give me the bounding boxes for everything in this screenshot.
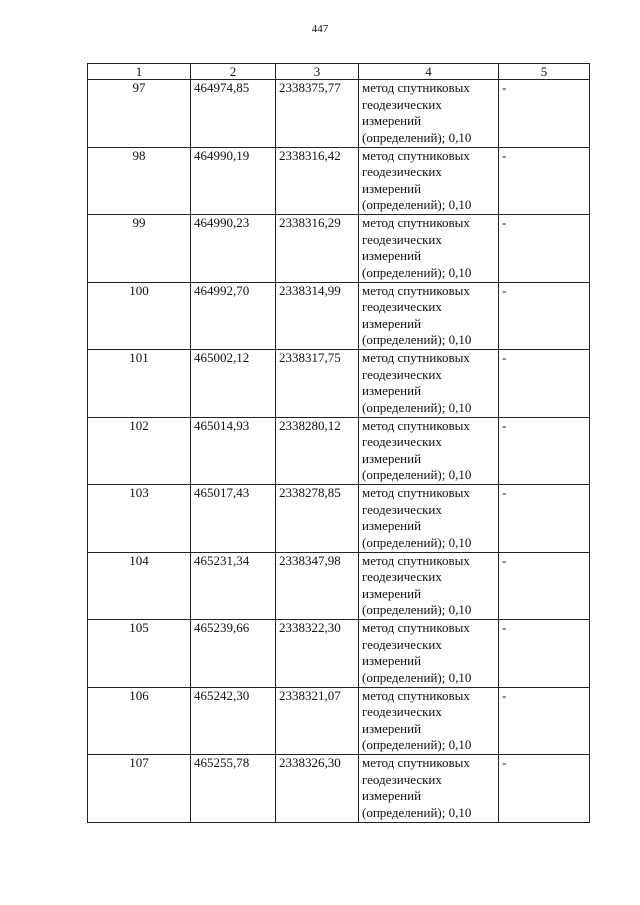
method-line: измерений (362, 788, 422, 804)
x-coordinate-cell: 464992,70 (191, 282, 276, 350)
table-body (88, 80, 590, 823)
method-cell (359, 147, 499, 215)
method-line: измерений (362, 383, 422, 399)
x-coordinate-cell: 465014,93 (191, 417, 276, 485)
table-row (88, 215, 590, 283)
header-col-1: 1 (88, 64, 191, 80)
method-line: геодезических (362, 501, 442, 517)
point-number-cell: 104 (88, 552, 191, 620)
header-col-5: 5 (499, 64, 590, 80)
point-number-cell: 100 (88, 282, 191, 350)
method-line: метод спутниковых (362, 485, 470, 500)
y-coordinate-cell: 2338326,30 (276, 755, 359, 823)
header-row (88, 64, 590, 80)
method-line: (определений); 0,10 (362, 467, 472, 483)
x-coordinate-cell: 465017,43 (191, 485, 276, 553)
note-cell: - (499, 687, 590, 755)
table-row (88, 485, 590, 553)
method-line: метод спутниковых (362, 417, 470, 433)
x-coordinate-cell: 465255,78 (191, 755, 276, 823)
method-line: (определений); 0,10 (362, 737, 472, 753)
y-coordinate-cell: 2338314,99 (276, 282, 359, 350)
method-cell (359, 552, 499, 620)
method-cell (359, 485, 499, 553)
x-coordinate-cell: 465002,12 (191, 350, 276, 418)
y-coordinate-cell: 2338321,07 (276, 687, 359, 755)
method-line: измерений (362, 720, 422, 736)
method-line: метод спутниковых (362, 147, 470, 163)
x-coordinate-cell: 465242,30 (191, 687, 276, 755)
method-line: (определений); 0,10 (362, 197, 472, 213)
header-col-2: 2 (191, 64, 276, 80)
method-line: измерений (362, 315, 422, 331)
method-cell (359, 687, 499, 755)
page-number: 447 (311, 23, 329, 35)
table-row (88, 282, 590, 350)
method-line: метод спутниковых (362, 350, 470, 365)
x-coordinate-cell: 464990,23 (191, 215, 276, 283)
method-line: геодезических (362, 636, 442, 652)
method-line: (определений); 0,10 (362, 399, 472, 415)
y-coordinate-cell: 2338322,30 (276, 620, 359, 688)
point-number-cell: 102 (88, 417, 191, 485)
y-coordinate-cell: 2338375,77 (276, 80, 359, 148)
method-line: измерений (362, 653, 422, 669)
method-cell (359, 282, 499, 350)
x-coordinate-cell: 465231,34 (191, 552, 276, 620)
note-cell: - (499, 215, 590, 283)
note-cell: - (499, 620, 590, 688)
x-coordinate-cell: 464974,85 (191, 80, 276, 148)
method-line: метод спутниковых (362, 687, 470, 703)
note-cell: - (499, 755, 590, 823)
method-cell (359, 755, 499, 823)
method-line: геодезических (362, 366, 442, 382)
coordinates-table (87, 63, 590, 823)
method-line: измерений (362, 585, 422, 601)
note-cell: - (499, 80, 590, 148)
x-coordinate-cell: 465239,66 (191, 620, 276, 688)
table-row (88, 147, 590, 215)
method-line: (определений); 0,10 (362, 602, 472, 618)
method-line: геодезических (362, 704, 442, 720)
method-line: метод спутниковых (362, 552, 470, 568)
point-number-cell: 106 (88, 687, 191, 755)
method-line: геодезических (362, 434, 442, 450)
note-cell: - (499, 417, 590, 485)
note-cell: - (499, 147, 590, 215)
note-cell: - (499, 552, 590, 620)
table-row (88, 417, 590, 485)
method-line: измерений (362, 180, 422, 196)
method-line: измерений (362, 518, 422, 534)
method-line: геодезических (362, 771, 442, 787)
point-number-cell: 99 (88, 215, 191, 283)
method-line: метод спутниковых (362, 215, 470, 230)
note-cell: - (499, 485, 590, 553)
table-row (88, 552, 590, 620)
table-row (88, 620, 590, 688)
method-line: (определений); 0,10 (362, 332, 472, 348)
method-line: геодезических (362, 164, 442, 180)
method-line: метод спутниковых (362, 620, 470, 635)
note-cell: - (499, 282, 590, 350)
method-line: (определений); 0,10 (362, 534, 472, 550)
header-col-3: 3 (276, 64, 359, 80)
method-line: геодезических (362, 96, 442, 112)
method-line: (определений); 0,10 (362, 264, 472, 280)
y-coordinate-cell: 2338280,12 (276, 417, 359, 485)
y-coordinate-cell: 2338347,98 (276, 552, 359, 620)
method-line: геодезических (362, 231, 442, 247)
point-number-cell: 107 (88, 755, 191, 823)
method-line: метод спутниковых (362, 80, 470, 95)
method-cell (359, 215, 499, 283)
method-cell (359, 350, 499, 418)
method-line: геодезических (362, 569, 442, 585)
point-number-cell: 103 (88, 485, 191, 553)
table-row (88, 80, 590, 148)
method-line: геодезических (362, 299, 442, 315)
y-coordinate-cell: 2338316,42 (276, 147, 359, 215)
y-coordinate-cell: 2338317,75 (276, 350, 359, 418)
method-line: измерений (362, 450, 422, 466)
y-coordinate-cell: 2338316,29 (276, 215, 359, 283)
note-cell: - (499, 350, 590, 418)
point-number-cell: 105 (88, 620, 191, 688)
method-line: (определений); 0,10 (362, 669, 472, 685)
method-cell (359, 620, 499, 688)
header-col-4: 4 (359, 64, 499, 80)
point-number-cell: 101 (88, 350, 191, 418)
x-coordinate-cell: 464990,19 (191, 147, 276, 215)
table-header (88, 64, 590, 80)
method-line: (определений); 0,10 (362, 129, 472, 145)
method-line: измерений (362, 113, 422, 129)
point-number-cell: 97 (88, 80, 191, 148)
method-line: (определений); 0,10 (362, 804, 472, 820)
y-coordinate-cell: 2338278,85 (276, 485, 359, 553)
method-line: измерений (362, 248, 422, 264)
table-row (88, 755, 590, 823)
point-number-cell: 98 (88, 147, 191, 215)
method-cell (359, 80, 499, 148)
method-cell (359, 417, 499, 485)
table-row (88, 350, 590, 418)
method-line: метод спутниковых (362, 282, 470, 298)
table-row (88, 687, 590, 755)
method-line: метод спутниковых (362, 755, 470, 770)
